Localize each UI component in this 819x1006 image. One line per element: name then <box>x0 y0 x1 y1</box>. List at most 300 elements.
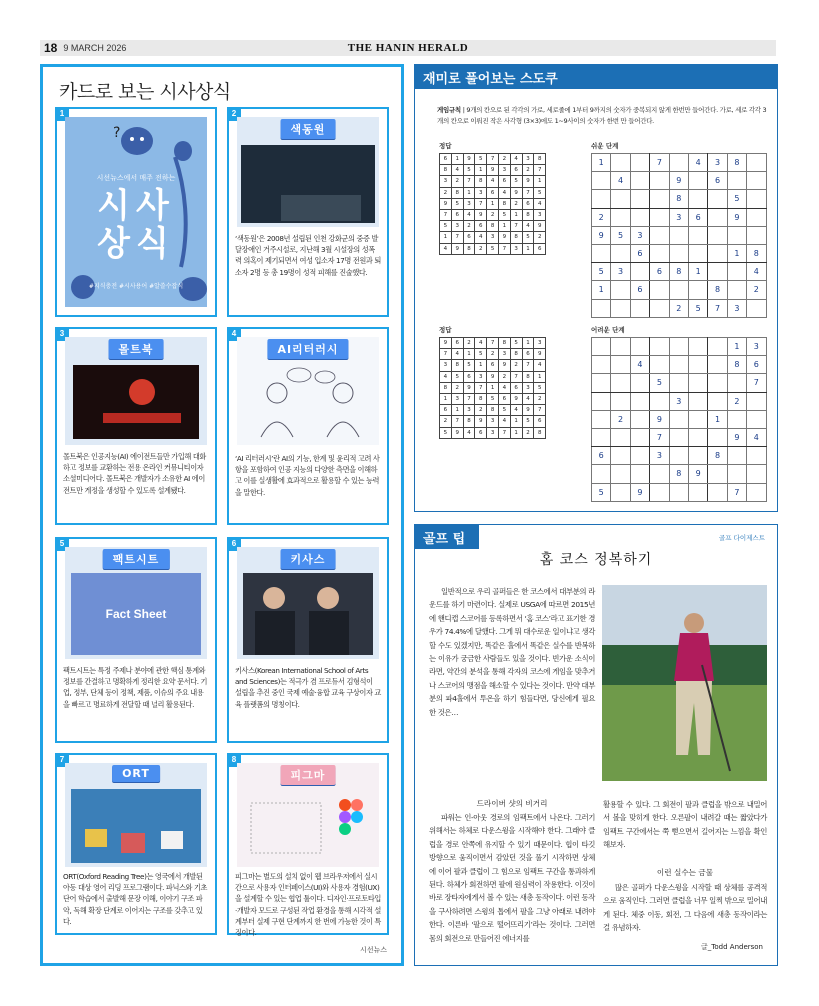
puzzle-cell[interactable]: 3 <box>630 226 649 244</box>
puzzle-cell[interactable] <box>708 208 727 226</box>
card-8-art <box>237 763 379 867</box>
puzzle-cell[interactable] <box>611 428 630 446</box>
answer-cell: 2 <box>475 243 487 254</box>
answer-cell: 4 <box>498 382 510 393</box>
card-5-art <box>65 547 207 659</box>
answer-cell: 2 <box>498 371 510 382</box>
answer-cell: 4 <box>463 427 475 438</box>
puzzle-cell[interactable]: 6 <box>688 208 707 226</box>
puzzle-cell[interactable] <box>592 410 611 428</box>
golf-title: 홈 코스 정복하기 <box>539 552 653 568</box>
answer-cell: 3 <box>487 232 499 243</box>
puzzle-cell[interactable] <box>669 356 688 374</box>
puzzle-cell[interactable] <box>669 226 688 244</box>
puzzle-cell[interactable] <box>708 338 727 356</box>
puzzle-cell[interactable] <box>611 465 630 483</box>
puzzle-cell[interactable] <box>630 392 649 410</box>
puzzle-cell[interactable] <box>650 244 669 262</box>
answer-cell: 4 <box>463 209 475 220</box>
answer-cell: 9 <box>510 187 522 198</box>
answer-cell: 5 <box>451 371 463 382</box>
puzzle-cell[interactable] <box>747 410 766 428</box>
puzzle-cell[interactable] <box>592 299 611 317</box>
puzzle-cell[interactable]: 8 <box>669 263 688 281</box>
puzzle-cell[interactable]: 5 <box>650 374 669 392</box>
answer-cell: 9 <box>534 221 546 232</box>
answer-cell: 7 <box>510 221 522 232</box>
puzzle-cell[interactable]: 2 <box>747 281 766 299</box>
answer-cell: 1 <box>510 416 522 427</box>
answer-cell: 2 <box>440 416 452 427</box>
puzzle-cell[interactable] <box>592 465 611 483</box>
puzzle-cell[interactable] <box>727 281 746 299</box>
sudoku-rules: 게임규칙 | 9개의 칸으로 된 각각의 가로, 세로줄에 1부터 9까지의 숫자가 중복되지 않게 한번만 들어간다. 가로, 세로 각각 3개의 칸으로 이뤄진 작은 사각형 (3×3)에도 1~9사이의 숫자가 한번 만 들어간다. <box>437 106 767 125</box>
answer-cell: 8 <box>463 416 475 427</box>
answer-cell: 4 <box>498 416 510 427</box>
puzzle-cell[interactable]: 9 <box>727 208 746 226</box>
figma-illustration <box>245 793 373 863</box>
page-number: 18 <box>44 41 58 55</box>
golf-body-3: 많은 골퍼가 다운스윙을 시작할 때 상체를 공격적으로 움직인다. 그러면 클럽을 너무 일찍 밖으로 밀어내게 된다. 체중 이동, 회전, 그 다음에 새총 동작이라는 걸 유념하자. <box>603 883 767 933</box>
answer-cell: 6 <box>534 243 546 254</box>
answer-cell: 4 <box>451 165 463 176</box>
puzzle-cell[interactable] <box>727 410 746 428</box>
puzzle-cell[interactable] <box>747 299 766 317</box>
puzzle-cell[interactable]: 3 <box>669 208 688 226</box>
puzzle-cell[interactable] <box>688 428 707 446</box>
answer-cell: 6 <box>522 349 534 360</box>
card-1 <box>55 107 217 317</box>
answer-cell: 8 <box>487 405 499 416</box>
card-heading: 팩트시트 <box>103 549 170 569</box>
puzzle-cell[interactable] <box>592 374 611 392</box>
puzzle-cell[interactable] <box>747 172 766 190</box>
puzzle-cell[interactable] <box>650 226 669 244</box>
answer-cell: 7 <box>463 176 475 187</box>
answer-cell: 5 <box>475 349 487 360</box>
puzzle-cell[interactable] <box>708 374 727 392</box>
puzzle-cell[interactable]: 6 <box>592 447 611 465</box>
answer-cell: 2 <box>534 232 546 243</box>
answer-cell: 3 <box>498 165 510 176</box>
puzzle-cell[interactable] <box>650 356 669 374</box>
answer-cell: 6 <box>463 232 475 243</box>
puzzle-cell[interactable]: 5 <box>592 483 611 501</box>
puzzle-cell[interactable] <box>630 447 649 465</box>
puzzle-cell[interactable] <box>611 356 630 374</box>
answer-cell: 5 <box>487 243 499 254</box>
puzzle-cell[interactable]: 3 <box>708 154 727 172</box>
puzzle-cell[interactable]: 6 <box>708 172 727 190</box>
puzzle-cell[interactable] <box>611 483 630 501</box>
puzzle-cell[interactable] <box>592 392 611 410</box>
answer-cell: 6 <box>510 382 522 393</box>
issue-date: 9 MARCH 2026 <box>63 43 127 53</box>
puzzle-cell[interactable] <box>669 428 688 446</box>
puzzle-cell[interactable]: 3 <box>727 299 746 317</box>
puzzle-cell[interactable]: 9 <box>630 483 649 501</box>
answer-cell: 5 <box>534 187 546 198</box>
answer-cell: 7 <box>463 393 475 404</box>
answer-cell: 8 <box>510 232 522 243</box>
answer-cell: 3 <box>522 382 534 393</box>
puzzle-cell[interactable]: 9 <box>669 172 688 190</box>
card-2-art <box>237 117 379 227</box>
answer-cell: 4 <box>522 393 534 404</box>
answer-cell: 1 <box>451 405 463 416</box>
answer-cell: 6 <box>534 416 546 427</box>
puzzle-cell[interactable]: 1 <box>592 281 611 299</box>
puzzle-cell[interactable] <box>688 483 707 501</box>
answer-cell: 2 <box>463 221 475 232</box>
answer-cell: 3 <box>534 209 546 220</box>
card-heading: 피그마 <box>281 765 336 785</box>
puzzle-cell[interactable]: 7 <box>650 154 669 172</box>
answer-cell: 1 <box>463 349 475 360</box>
puzzle-cell[interactable] <box>747 154 766 172</box>
puzzle-cell[interactable] <box>592 338 611 356</box>
puzzle-cell[interactable]: 6 <box>630 281 649 299</box>
puzzle-cell[interactable] <box>630 208 649 226</box>
puzzle-cell[interactable] <box>669 447 688 465</box>
answer-cell: 8 <box>510 349 522 360</box>
puzzle-cell[interactable] <box>727 465 746 483</box>
puzzle-cell[interactable]: 8 <box>727 356 746 374</box>
puzzle-cell[interactable] <box>630 299 649 317</box>
puzzle-cell[interactable]: 6 <box>650 263 669 281</box>
answer-cell: 6 <box>440 154 452 165</box>
puzzle-cell[interactable] <box>650 190 669 208</box>
puzzle-cell[interactable]: 4 <box>747 263 766 281</box>
answer-cell: 7 <box>475 198 487 209</box>
photo-ort <box>71 789 201 863</box>
puzzle-cell[interactable] <box>650 172 669 190</box>
puzzle-cell[interactable] <box>592 356 611 374</box>
answer-cell: 9 <box>487 371 499 382</box>
answer-cell: 7 <box>451 416 463 427</box>
puzzle-cell[interactable] <box>611 281 630 299</box>
puzzle-cell[interactable]: 8 <box>708 281 727 299</box>
sudoku-panel <box>414 64 778 512</box>
puzzle-cell[interactable] <box>727 374 746 392</box>
golf-subheading-1: 드라이버 샷의 비거리 <box>476 799 548 808</box>
puzzle-cell[interactable] <box>688 392 707 410</box>
card-7 <box>55 753 217 935</box>
photo-building <box>241 145 375 223</box>
puzzle-cell[interactable]: 2 <box>669 299 688 317</box>
puzzle-cell[interactable] <box>708 356 727 374</box>
puzzle-cell[interactable]: 8 <box>669 465 688 483</box>
puzzle-cell[interactable]: 1 <box>708 410 727 428</box>
answer-cell: 1 <box>451 154 463 165</box>
answer-grid-2 <box>439 337 546 439</box>
answer-cell: 7 <box>522 360 534 371</box>
puzzle-cell[interactable] <box>688 281 707 299</box>
puzzle-cell[interactable] <box>630 190 649 208</box>
puzzle-cell[interactable] <box>688 338 707 356</box>
puzzle-cell[interactable]: 8 <box>669 190 688 208</box>
card-caption: 피그마는 별도의 설치 없이 웹 브라우저에서 실시간으로 사용자 인터페이스(UI)와 사용자 경험(UX)을 설계할 수 있는 협업 툴이다. 디자인·프로토타입·개발자 모드로 구성된 작업 환경을 통해 시각적 설계부터 실제 구현 단계까지 한 번에 가능한 것이 특징이다. <box>235 872 381 938</box>
puzzle-cell[interactable] <box>708 263 727 281</box>
answer-cell: 9 <box>463 154 475 165</box>
answer-cell: 4 <box>510 154 522 165</box>
puzzle-cell[interactable] <box>592 172 611 190</box>
puzzle-cell[interactable] <box>727 447 746 465</box>
answer-cell: 2 <box>522 165 534 176</box>
puzzle-cell[interactable] <box>592 244 611 262</box>
answer-cell: 7 <box>534 165 546 176</box>
answer-cell: 7 <box>440 209 452 220</box>
answer-cell: 5 <box>534 382 546 393</box>
puzzle-cell[interactable]: 4 <box>611 172 630 190</box>
answer-cell: 7 <box>498 427 510 438</box>
puzzle-cell[interactable] <box>708 244 727 262</box>
puzzle-cell[interactable] <box>650 392 669 410</box>
puzzle-cell[interactable] <box>708 392 727 410</box>
puzzle-cell[interactable] <box>688 374 707 392</box>
puzzle-cell[interactable]: 1 <box>727 338 746 356</box>
puzzle-cell[interactable]: 9 <box>650 410 669 428</box>
card-4 <box>227 327 389 525</box>
puzzle-cell[interactable] <box>630 263 649 281</box>
card-3 <box>55 327 217 525</box>
answer-cell: 7 <box>475 382 487 393</box>
answer-cell: 1 <box>534 176 546 187</box>
puzzle-cell[interactable]: 4 <box>747 428 766 446</box>
puzzle-cell[interactable]: 2 <box>611 410 630 428</box>
puzzle-cell[interactable] <box>669 281 688 299</box>
card-caption: 키사스(Korean International School of Arts and Sciences)는 적극가 겸 프로듀서 김형석이 설립을 추진 중인 국제 예술·융합 교육 구상이자 교육 플랫폼의 명칭이다. <box>235 666 381 709</box>
puzzle-cell[interactable]: 4 <box>630 356 649 374</box>
golfer-image <box>602 585 767 781</box>
card-6 <box>227 537 389 743</box>
puzzle-cell[interactable] <box>611 244 630 262</box>
puzzle-cell[interactable]: 5 <box>688 299 707 317</box>
puzzle-cell[interactable]: 3 <box>669 392 688 410</box>
answer-cell: 6 <box>510 165 522 176</box>
puzzle-cell[interactable] <box>630 338 649 356</box>
answer-cell: 6 <box>498 393 510 404</box>
puzzle-cell[interactable] <box>688 172 707 190</box>
puzzle-cell[interactable] <box>708 465 727 483</box>
puzzle-cell[interactable] <box>650 465 669 483</box>
puzzle-cell[interactable]: 7 <box>650 428 669 446</box>
card-heading: AI리터러시 <box>267 339 348 359</box>
puzzle-cell[interactable] <box>747 226 766 244</box>
puzzle-cell[interactable] <box>708 226 727 244</box>
puzzle-cell[interactable] <box>747 190 766 208</box>
puzzle-cell[interactable] <box>650 208 669 226</box>
puzzle-cell[interactable] <box>611 190 630 208</box>
answer-cell: 7 <box>487 338 499 349</box>
puzzle-cell[interactable]: 3 <box>611 263 630 281</box>
sudoku-title: 재미로 풀어보는 스도쿠 <box>415 65 777 89</box>
golf-subheading-2: 이런 실수는 금물 <box>656 868 714 877</box>
answer-cell: 8 <box>498 198 510 209</box>
puzzle-cell[interactable]: 8 <box>727 154 746 172</box>
answer-cell: 5 <box>522 232 534 243</box>
answer-cell: 1 <box>487 198 499 209</box>
answer-cell: 8 <box>440 382 452 393</box>
answer-cell: 8 <box>475 393 487 404</box>
puzzle-cell[interactable] <box>611 338 630 356</box>
puzzle-cell[interactable] <box>592 428 611 446</box>
answer-cell: 1 <box>475 360 487 371</box>
puzzle-cell[interactable] <box>747 392 766 410</box>
puzzle-cell[interactable]: 3 <box>747 338 766 356</box>
answer-cell: 4 <box>451 349 463 360</box>
golf-byline: 글_Todd Anderson <box>701 943 763 951</box>
card-heading: 키사스 <box>281 549 336 569</box>
puzzle-cell[interactable] <box>650 338 669 356</box>
card-caption: ORT(Oxford Reading Tree)는 영국에서 개발된 아동 대상 영어 리딩 프로그램이다. 파닉스와 기초 단어 학습에서 출발해 문장 이해, 이야기 구조 파악, 독해 확장 단계로 이어지는 구조를 갖추고 있다. <box>63 872 208 926</box>
puzzle-cell[interactable]: 4 <box>688 154 707 172</box>
puzzle-cell[interactable]: 1 <box>727 244 746 262</box>
golf-intro: 일반적으로 우리 골퍼들은 한 코스에서 대부분의 라운드를 하기 마련이다. 실제로 USGA에 따르면 2015년에 핸디캡 스코어를 등록하면서 ‘홈 코스’라고 표기한 경우가 74.4%에 달했다. 그게 뭐 대수로운 일이냐고 생각할 수도 있겠지만, 똑같은 홀에서 똑같은 실수를 반복하는 이유가 궁금한 사람들도 있을 것이다. 빈가운 소식이라면, 약간의 분석을 통해 각자의 코스에 게임을 맞추거나 스코어의 맹점을 해소할 수 있다는 것이다. 만약 대부분의 파4홀에서 투온을 하기 힘들다면, 당신에게 필요한 것은… <box>429 587 595 717</box>
puzzle-cell[interactable]: 9 <box>592 226 611 244</box>
puzzle-cell[interactable] <box>727 226 746 244</box>
hard-label: 어려운 단계 <box>591 326 625 334</box>
puzzle-cell[interactable] <box>592 190 611 208</box>
answer-cell: 9 <box>475 416 487 427</box>
puzzle-cell[interactable] <box>747 465 766 483</box>
puzzle-cell[interactable]: 5 <box>592 263 611 281</box>
puzzle-cell[interactable]: 7 <box>747 374 766 392</box>
puzzle-cell[interactable] <box>688 226 707 244</box>
answer-cell: 2 <box>487 209 499 220</box>
puzzle-cell[interactable] <box>611 154 630 172</box>
card-number: 3 <box>55 327 69 341</box>
puzzle-cell[interactable]: 1 <box>688 263 707 281</box>
card-caption: ‘색동원’은 2008년 설립된 인천 강화군의 중증 발달장애인 거주시설로, 지난해 3월 시설장의 성폭력 의혹이 제기되면서 여성 입소자 17명 전원과 퇴소자 2명 등 총 19명이 성적 피해를 진술했다. <box>235 234 381 277</box>
puzzle-cell[interactable]: 7 <box>708 299 727 317</box>
puzzle-cell[interactable]: 9 <box>688 465 707 483</box>
puzzle-cell[interactable] <box>669 483 688 501</box>
puzzle-cell[interactable]: 1 <box>592 154 611 172</box>
puzzle-cell[interactable] <box>747 208 766 226</box>
puzzle-cell[interactable] <box>688 410 707 428</box>
answer-cell: 1 <box>510 209 522 220</box>
card-caption: ‘AI 리터러시’란 AI의 기능, 한계 및 윤리적 고려 사항을 포함하여 인공 지능의 다양한 측면을 이해하고 이를 실생활에 효과적으로 활용할 수 있는 능력을 말한다. <box>235 454 380 497</box>
puzzle-cell[interactable] <box>688 356 707 374</box>
puzzle-cell[interactable] <box>669 374 688 392</box>
puzzle-cell[interactable] <box>611 374 630 392</box>
puzzle-cell[interactable]: 3 <box>650 447 669 465</box>
golf-label: 골프 팁 <box>415 525 479 549</box>
puzzle-cell[interactable] <box>669 154 688 172</box>
card-number: 8 <box>227 753 241 767</box>
card-number: 6 <box>227 537 241 551</box>
puzzle-cell[interactable] <box>630 428 649 446</box>
puzzle-cell[interactable] <box>611 447 630 465</box>
answer-cell: 9 <box>463 382 475 393</box>
puzzle-cell[interactable] <box>630 374 649 392</box>
puzzle-cell[interactable]: 8 <box>708 447 727 465</box>
puzzle-cell[interactable] <box>650 299 669 317</box>
answer-cell: 6 <box>463 371 475 382</box>
rules-label: 게임규칙 <box>437 106 461 114</box>
answer-cell: 9 <box>510 393 522 404</box>
puzzle-cell[interactable]: 5 <box>611 226 630 244</box>
answer-cell: 8 <box>498 338 510 349</box>
answer-cell: 3 <box>487 427 499 438</box>
puzzle-cell[interactable] <box>630 410 649 428</box>
puzzle-cell[interactable] <box>708 190 727 208</box>
card-heading: 색동원 <box>281 119 336 139</box>
puzzle-cell[interactable] <box>611 392 630 410</box>
answer-cell: 9 <box>475 209 487 220</box>
answer-cell: 1 <box>534 371 546 382</box>
card-7-art <box>65 763 207 867</box>
puzzle-cell[interactable]: 6 <box>747 356 766 374</box>
answer-cell: 5 <box>498 209 510 220</box>
puzzle-cell[interactable] <box>747 447 766 465</box>
answer-cell: 8 <box>534 154 546 165</box>
answer-cell: 2 <box>510 360 522 371</box>
puzzle-cell[interactable] <box>747 483 766 501</box>
puzzle-cell[interactable]: 7 <box>727 483 746 501</box>
answer-cell: 6 <box>475 427 487 438</box>
puzzle-cell[interactable] <box>669 338 688 356</box>
puzzle-cell[interactable] <box>650 483 669 501</box>
source-credit: 시선뉴스 <box>359 946 387 954</box>
puzzle-cell[interactable] <box>630 172 649 190</box>
answer-cell: 1 <box>475 165 487 176</box>
card-4-art <box>237 337 379 445</box>
answer-cell: 2 <box>451 176 463 187</box>
photo-fact-sheet <box>71 573 201 655</box>
puzzle-cell[interactable] <box>611 208 630 226</box>
answer-cell: 3 <box>475 187 487 198</box>
answer-cell: 8 <box>522 371 534 382</box>
puzzle-cell[interactable] <box>611 299 630 317</box>
puzzle-cell[interactable] <box>708 428 727 446</box>
puzzle-cell[interactable] <box>669 244 688 262</box>
answer-cell: 5 <box>510 338 522 349</box>
answer-cell: 8 <box>451 187 463 198</box>
puzzle-cell[interactable]: 5 <box>727 190 746 208</box>
answer-cell: 3 <box>463 405 475 416</box>
puzzle-cell[interactable] <box>630 154 649 172</box>
golf-body-1: 파워는 인-아웃 경로의 임팩트에서 나온다. 그러기 위해서는 하체로 다운스윙을 시작해야 한다. 그래야 클럽을 경로 안쪽에 유지할 수 있기 때문이다. 힙이 타깃 방향으로 움직이면서 감았던 것을 풀기 시작하면 상체에 이어 팔과 클럽이 그 힘으로 임팩트 구간을 통과하게 된다. 하체가 회전하면 팔에 원심력이 작용한다. 이것이 바로 장타자에게서 볼 수 있는 새총 동작이다. 이런 동작을 구사하려면 스윙의 톱에서 팔을 그냥 아래로 내려야 한다. 이른바 ‘팔으로 떨어뜨리기’라는 것이다. 그러면 몸의 회전으로 만들어진 에너지를 <box>429 813 595 943</box>
puzzle-cell[interactable] <box>688 244 707 262</box>
answer-cell: 3 <box>463 198 475 209</box>
puzzle-cell[interactable]: 2 <box>592 208 611 226</box>
card-heading: 몰트북 <box>109 339 164 359</box>
answer-cell: 6 <box>498 176 510 187</box>
puzzle-cell[interactable] <box>650 281 669 299</box>
puzzle-cell[interactable] <box>688 190 707 208</box>
puzzle-cell[interactable] <box>727 172 746 190</box>
card-number: 4 <box>227 327 241 341</box>
puzzle-cell[interactable] <box>708 483 727 501</box>
puzzle-cell[interactable]: 9 <box>727 428 746 446</box>
masthead: THE HANIN HERALD <box>347 42 469 54</box>
puzzle-cell[interactable]: 6 <box>630 244 649 262</box>
answer-cell: 1 <box>510 427 522 438</box>
puzzle-cell[interactable]: 2 <box>727 392 746 410</box>
answer-cell: 5 <box>451 198 463 209</box>
puzzle-cell[interactable] <box>688 447 707 465</box>
fact-sheet-text: Fact Sheet <box>105 607 167 621</box>
answer-cell: 2 <box>463 338 475 349</box>
answer-cell: 5 <box>463 360 475 371</box>
puzzle-cell[interactable]: 8 <box>747 244 766 262</box>
puzzle-cell[interactable] <box>727 263 746 281</box>
puzzle-cell[interactable] <box>630 465 649 483</box>
answer-cell: 9 <box>451 427 463 438</box>
puzzle-cell[interactable] <box>669 410 688 428</box>
